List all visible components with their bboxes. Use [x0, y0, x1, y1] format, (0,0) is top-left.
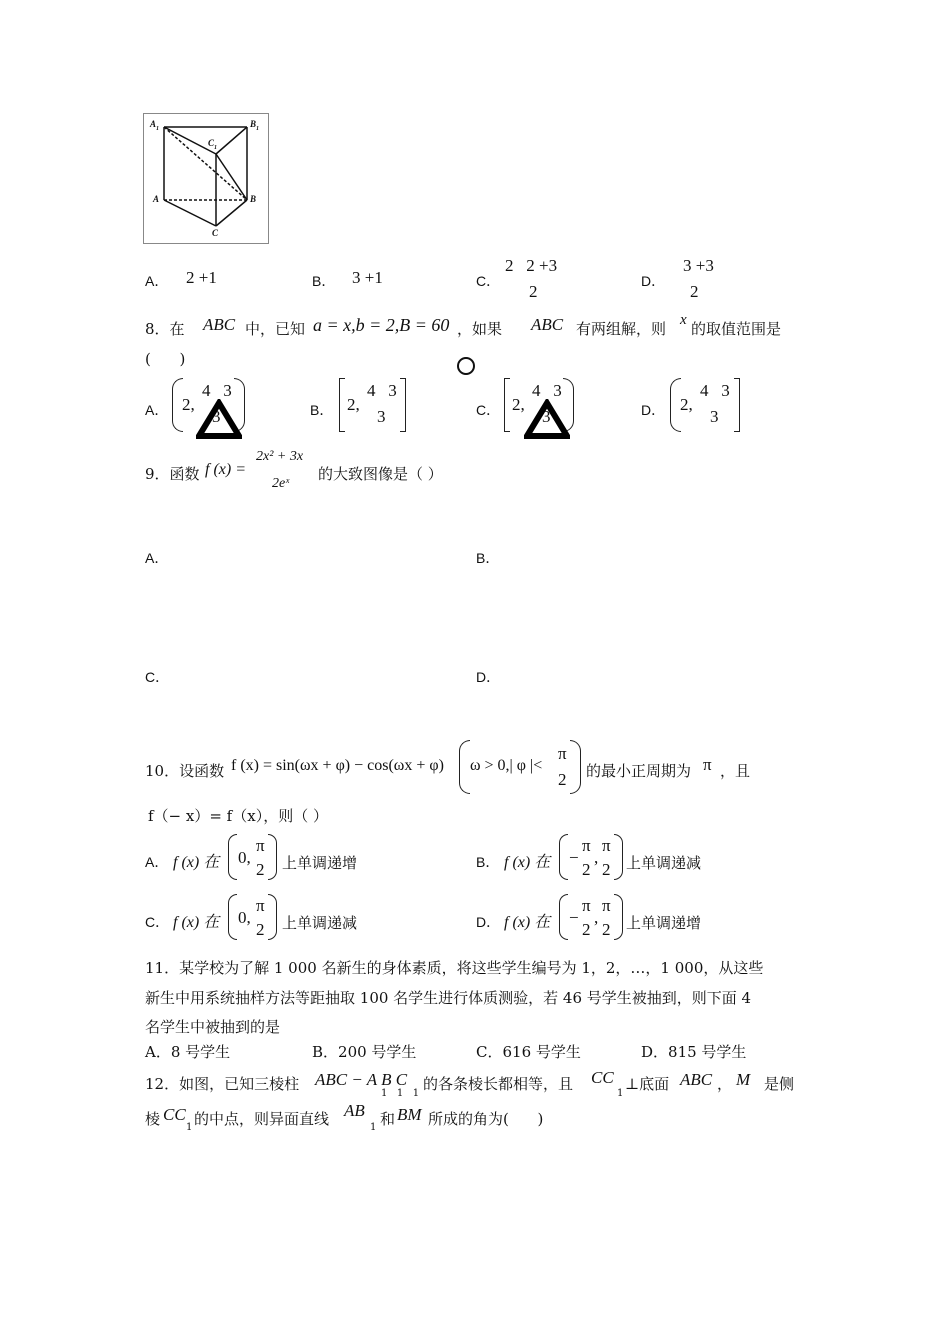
q12-prism: ABC − A B C [315, 1070, 408, 1089]
q10-function: f (x) = sin(ωx + φ) − cos(ωx + φ) [231, 757, 444, 774]
q8-condition: a = x,b = 2,B = 60 [313, 315, 450, 335]
q8-answer-paren: ( ) [145, 350, 186, 368]
prism-diagram [144, 114, 268, 243]
label-c: C [212, 228, 219, 238]
q9-numerator: 2x² + 3x [256, 449, 304, 464]
label-b1: $B_1$ [250, 119, 260, 132]
q11-option-c[interactable]: C．616 号学生 [476, 1043, 581, 1061]
q9-option-a[interactable]: A． [145, 550, 169, 566]
q7-option-c-num: 2 2 +3 [505, 256, 558, 275]
q7-option-a-expr: 2 +1 [186, 268, 217, 287]
label-a1: $A_1$ [150, 119, 160, 132]
q9-option-d[interactable]: D． [476, 669, 501, 685]
q9-option-c[interactable]: C． [145, 669, 170, 685]
q11-option-a[interactable]: A．8 号学生 [145, 1043, 231, 1061]
q9-denominator: 2eˣ [272, 476, 290, 491]
q10-condition: ω > 0,| φ |< [470, 757, 543, 774]
q9-option-b[interactable]: B． [476, 550, 500, 566]
q7-option-b-expr: 3 +1 [352, 268, 383, 287]
q7-option-d-num: 3 +3 [683, 256, 714, 275]
triangle-marker [196, 399, 242, 439]
label-a: A [153, 194, 160, 204]
triangle-marker [524, 399, 570, 439]
q7-option-c-den: 2 [529, 282, 538, 301]
label-b: B [250, 194, 257, 204]
q10-line2: f（− x）= f（x），则（ ） [148, 807, 328, 825]
q7-option-d-den: 2 [690, 282, 699, 301]
circle-marker [457, 357, 475, 375]
q11-option-d[interactable]: D．815 号学生 [641, 1043, 747, 1061]
label-c1: $C_1$ [208, 138, 218, 151]
q11-option-b[interactable]: B．200 号学生 [312, 1043, 417, 1061]
prism-figure [143, 113, 269, 244]
